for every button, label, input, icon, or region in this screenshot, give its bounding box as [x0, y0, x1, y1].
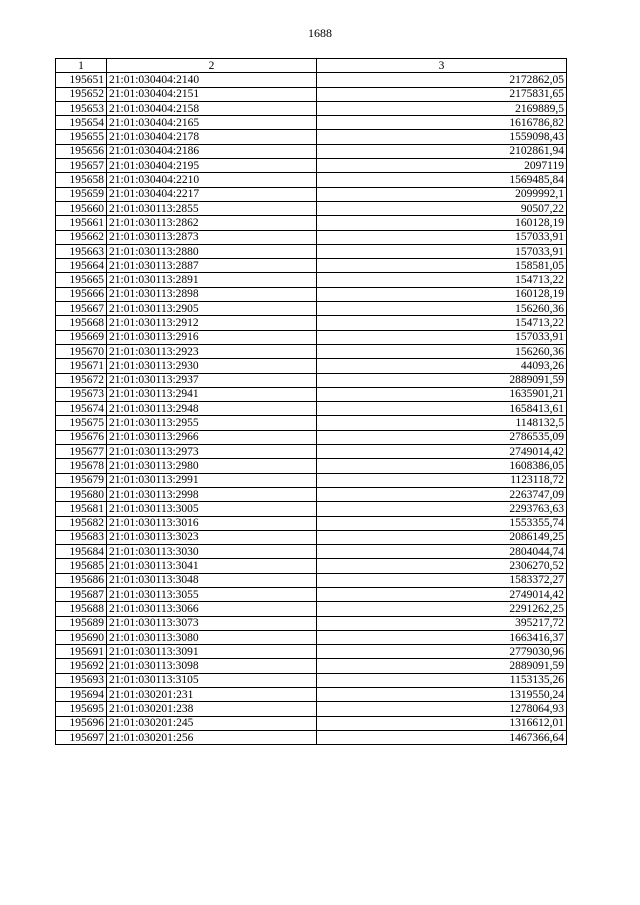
row-number-cell: 195696: [56, 716, 107, 730]
cadastral-number-cell: 21:01:030404:2158: [107, 101, 317, 115]
value-cell: 1153135,26: [317, 673, 567, 687]
value-cell: 1148132,5: [317, 416, 567, 430]
table-row: [56, 187, 567, 201]
table-row: [56, 330, 567, 344]
cadastral-number-cell: 21:01:030113:3080: [107, 630, 317, 644]
row-number-cell: 195657: [56, 159, 107, 173]
table-row: [56, 287, 567, 301]
table-row: [56, 702, 567, 716]
row-number-cell: 195679: [56, 473, 107, 487]
row-number-cell: 195674: [56, 402, 107, 416]
row-number-cell: 195658: [56, 173, 107, 187]
table-row: [56, 173, 567, 187]
value-cell: 156260,36: [317, 302, 567, 316]
row-number-cell: 195687: [56, 587, 107, 601]
row-number-cell: 195694: [56, 688, 107, 702]
table-row: [56, 573, 567, 587]
value-cell: 1658413,61: [317, 402, 567, 416]
table-row: [56, 230, 567, 244]
cadastral-number-cell: 21:01:030113:2880: [107, 244, 317, 258]
table-row: [56, 530, 567, 544]
cadastral-number-cell: 21:01:030113:3091: [107, 645, 317, 659]
value-cell: 2263747,09: [317, 487, 567, 501]
value-cell: 157033,91: [317, 244, 567, 258]
table-row: [56, 673, 567, 687]
cadastral-number-cell: 21:01:030404:2165: [107, 116, 317, 130]
row-number-cell: 195691: [56, 645, 107, 659]
row-number-cell: 195680: [56, 487, 107, 501]
value-cell: 1553355,74: [317, 516, 567, 530]
row-number-cell: 195681: [56, 502, 107, 516]
table-body: [56, 73, 567, 745]
table-row: [56, 302, 567, 316]
row-number-cell: 195692: [56, 659, 107, 673]
cadastral-number-cell: 21:01:030113:2998: [107, 487, 317, 501]
value-cell: 1467366,64: [317, 730, 567, 744]
cadastral-number-cell: 21:01:030113:2923: [107, 344, 317, 358]
cadastral-number-cell: 21:01:030113:2941: [107, 387, 317, 401]
value-cell: 2749014,42: [317, 445, 567, 459]
cadastral-number-cell: 21:01:030113:2916: [107, 330, 317, 344]
row-number-cell: 195685: [56, 559, 107, 573]
row-number-cell: 195670: [56, 344, 107, 358]
table-row: [56, 602, 567, 616]
row-number-cell: 195671: [56, 359, 107, 373]
cadastral-number-cell: 21:01:030113:2905: [107, 302, 317, 316]
cadastral-number-cell: 21:01:030404:2195: [107, 159, 317, 173]
value-cell: 2172862,05: [317, 73, 567, 87]
cadastral-number-cell: 21:01:030113:2855: [107, 201, 317, 215]
row-number-cell: 195677: [56, 445, 107, 459]
table-row: [56, 502, 567, 516]
table-row: [56, 273, 567, 287]
value-cell: 2306270,52: [317, 559, 567, 573]
column-header-1: 1: [56, 59, 107, 73]
value-cell: 44093,26: [317, 359, 567, 373]
value-cell: 156260,36: [317, 344, 567, 358]
table-row: [56, 402, 567, 416]
table-row: [56, 359, 567, 373]
cadastral-number-cell: 21:01:030113:3048: [107, 573, 317, 587]
value-cell: 2749014,42: [317, 587, 567, 601]
row-number-cell: 195676: [56, 430, 107, 444]
cadastral-number-cell: 21:01:030113:2898: [107, 287, 317, 301]
row-number-cell: 195690: [56, 630, 107, 644]
cadastral-number-cell: 21:01:030404:2140: [107, 73, 317, 87]
cadastral-number-cell: 21:01:030113:2891: [107, 273, 317, 287]
row-number-cell: 195695: [56, 702, 107, 716]
row-number-cell: 195654: [56, 116, 107, 130]
value-cell: 157033,91: [317, 230, 567, 244]
row-number-cell: 195672: [56, 373, 107, 387]
row-number-cell: 195661: [56, 216, 107, 230]
cadastral-number-cell: 21:01:030113:2862: [107, 216, 317, 230]
cadastral-number-cell: 21:01:030113:3055: [107, 587, 317, 601]
table-row: [56, 688, 567, 702]
value-cell: 154713,22: [317, 273, 567, 287]
table-header-row: [56, 59, 567, 73]
cadastral-number-cell: 21:01:030404:2186: [107, 144, 317, 158]
table-row: [56, 373, 567, 387]
row-number-cell: 195697: [56, 730, 107, 744]
value-cell: 158581,05: [317, 259, 567, 273]
cadastral-number-cell: 21:01:030113:2973: [107, 445, 317, 459]
cadastral-number-cell: 21:01:030113:2873: [107, 230, 317, 244]
row-number-cell: 195675: [56, 416, 107, 430]
row-number-cell: 195656: [56, 144, 107, 158]
row-number-cell: 195660: [56, 201, 107, 215]
table-row: [56, 473, 567, 487]
value-cell: 2889091,59: [317, 659, 567, 673]
cadastral-number-cell: 21:01:030113:3023: [107, 530, 317, 544]
row-number-cell: 195666: [56, 287, 107, 301]
cadastral-number-cell: 21:01:030113:2991: [107, 473, 317, 487]
cadastral-number-cell: 21:01:030113:3041: [107, 559, 317, 573]
cadastral-number-cell: 21:01:030113:2937: [107, 373, 317, 387]
value-cell: 2291262,25: [317, 602, 567, 616]
value-cell: 2804044,74: [317, 545, 567, 559]
value-cell: 1123118,72: [317, 473, 567, 487]
table-row: [56, 416, 567, 430]
row-number-cell: 195651: [56, 73, 107, 87]
table-row: [56, 344, 567, 358]
cadastral-number-cell: 21:01:030113:3030: [107, 545, 317, 559]
table-row: [56, 87, 567, 101]
table-row: [56, 101, 567, 115]
value-cell: 395217,72: [317, 616, 567, 630]
table-row: [56, 387, 567, 401]
table-row: [56, 73, 567, 87]
column-header-3: 3: [317, 59, 567, 73]
row-number-cell: 195689: [56, 616, 107, 630]
value-cell: 160128,19: [317, 216, 567, 230]
row-number-cell: 195664: [56, 259, 107, 273]
value-cell: 1559098,43: [317, 130, 567, 144]
cadastral-number-cell: 21:01:030113:3016: [107, 516, 317, 530]
cadastral-number-cell: 21:01:030404:2178: [107, 130, 317, 144]
table-row: [56, 516, 567, 530]
cadastral-number-cell: 21:01:030113:3105: [107, 673, 317, 687]
value-cell: 2102861,94: [317, 144, 567, 158]
row-number-cell: 195673: [56, 387, 107, 401]
value-cell: 154713,22: [317, 316, 567, 330]
row-number-cell: 195684: [56, 545, 107, 559]
value-cell: 160128,19: [317, 287, 567, 301]
value-cell: 2086149,25: [317, 530, 567, 544]
value-cell: 1635901,21: [317, 387, 567, 401]
cadastral-number-cell: 21:01:030113:3066: [107, 602, 317, 616]
cadastral-number-cell: 21:01:030201:256: [107, 730, 317, 744]
table-row: [56, 616, 567, 630]
value-cell: 1583372,27: [317, 573, 567, 587]
row-number-cell: 195686: [56, 573, 107, 587]
cadastral-number-cell: 21:01:030113:2980: [107, 459, 317, 473]
row-number-cell: 195669: [56, 330, 107, 344]
table-row: [56, 430, 567, 444]
value-cell: 2786535,09: [317, 430, 567, 444]
row-number-cell: 195662: [56, 230, 107, 244]
table-row: [56, 645, 567, 659]
value-cell: 1616786,82: [317, 116, 567, 130]
cadastral-number-cell: 21:01:030113:2887: [107, 259, 317, 273]
row-number-cell: 195665: [56, 273, 107, 287]
row-number-cell: 195688: [56, 602, 107, 616]
value-cell: 2293763,63: [317, 502, 567, 516]
table-row: [56, 445, 567, 459]
cadastral-number-cell: 21:01:030201:231: [107, 688, 317, 702]
cadastral-number-cell: 21:01:030404:2210: [107, 173, 317, 187]
table-row: [56, 459, 567, 473]
cadastral-number-cell: 21:01:030113:3073: [107, 616, 317, 630]
cadastral-number-cell: 21:01:030113:2948: [107, 402, 317, 416]
table-row: [56, 244, 567, 258]
value-cell: 1319550,24: [317, 688, 567, 702]
row-number-cell: 195652: [56, 87, 107, 101]
table-row: [56, 130, 567, 144]
value-cell: 90507,22: [317, 201, 567, 215]
cadastral-number-cell: 21:01:030113:3005: [107, 502, 317, 516]
value-cell: 2099992,1: [317, 187, 567, 201]
value-cell: 1608386,05: [317, 459, 567, 473]
row-number-cell: 195659: [56, 187, 107, 201]
table-row: [56, 216, 567, 230]
cadastral-number-cell: 21:01:030201:238: [107, 702, 317, 716]
value-cell: 2097119: [317, 159, 567, 173]
row-number-cell: 195683: [56, 530, 107, 544]
row-number-cell: 195663: [56, 244, 107, 258]
table-row: [56, 730, 567, 744]
value-cell: 2175831,65: [317, 87, 567, 101]
row-number-cell: 195668: [56, 316, 107, 330]
table-row: [56, 201, 567, 215]
cadastral-number-cell: 21:01:030113:2966: [107, 430, 317, 444]
table-row: [56, 659, 567, 673]
row-number-cell: 195655: [56, 130, 107, 144]
column-header-2: 2: [107, 59, 317, 73]
table-row: [56, 545, 567, 559]
row-number-cell: 195682: [56, 516, 107, 530]
table-row: [56, 630, 567, 644]
cadastral-number-cell: 21:01:030201:245: [107, 716, 317, 730]
value-cell: 1278064,93: [317, 702, 567, 716]
value-cell: 2779030,96: [317, 645, 567, 659]
table-row: [56, 559, 567, 573]
value-cell: 2889091,59: [317, 373, 567, 387]
row-number-cell: 195678: [56, 459, 107, 473]
cadastral-number-cell: 21:01:030113:2930: [107, 359, 317, 373]
row-number-cell: 195693: [56, 673, 107, 687]
table-row: [56, 259, 567, 273]
cadastral-number-cell: 21:01:030404:2217: [107, 187, 317, 201]
value-cell: 2169889,5: [317, 101, 567, 115]
table-row: [56, 144, 567, 158]
table-row: [56, 116, 567, 130]
page-number: 1688: [308, 26, 332, 40]
table-row: [56, 716, 567, 730]
cadastral-number-cell: 21:01:030404:2151: [107, 87, 317, 101]
table-row: [56, 159, 567, 173]
row-number-cell: 195653: [56, 101, 107, 115]
value-cell: 1663416,37: [317, 630, 567, 644]
value-cell: 157033,91: [317, 330, 567, 344]
table-row: [56, 587, 567, 601]
cadastral-number-cell: 21:01:030113:2912: [107, 316, 317, 330]
value-cell: 1569485,84: [317, 173, 567, 187]
data-table: [55, 58, 567, 745]
row-number-cell: 195667: [56, 302, 107, 316]
cadastral-number-cell: 21:01:030113:2955: [107, 416, 317, 430]
cadastral-number-cell: 21:01:030113:3098: [107, 659, 317, 673]
table-row: [56, 487, 567, 501]
value-cell: 1316612,01: [317, 716, 567, 730]
table-row: [56, 316, 567, 330]
